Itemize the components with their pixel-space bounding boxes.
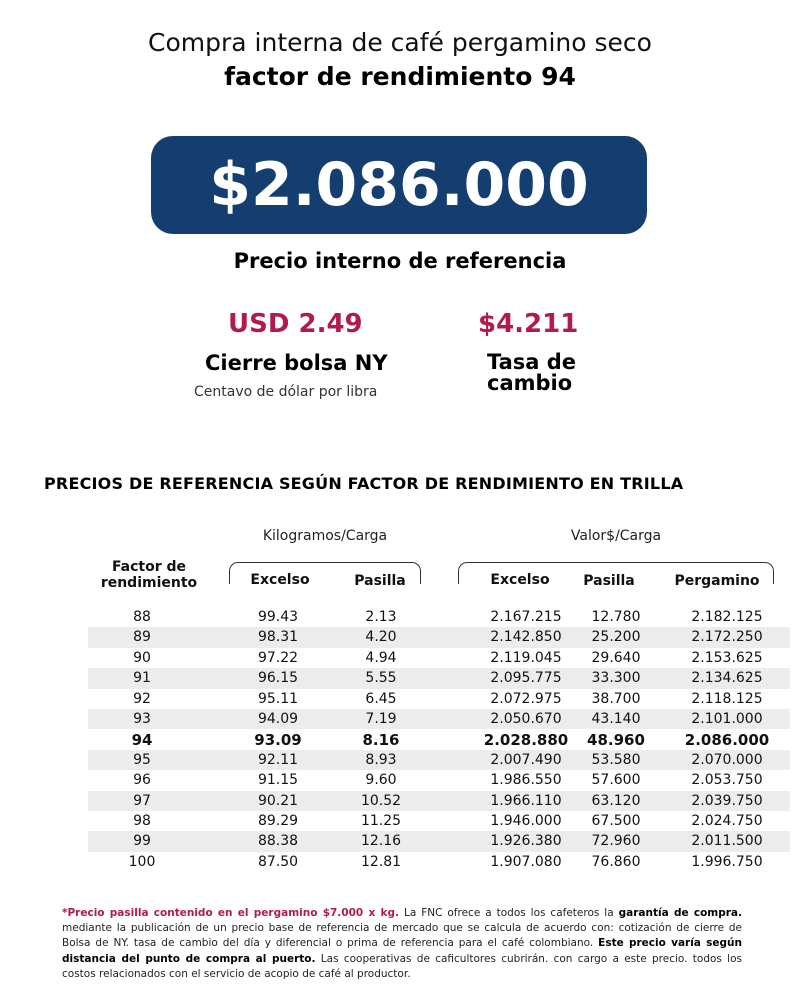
cell-excelso-kg: 93.09 [254,731,302,750]
cell-factor: 95 [133,751,151,768]
cell-excelso-val: 2.007.490 [490,751,562,768]
cell-pasilla-val: 63.120 [591,792,641,809]
cell-pasilla-val: 25.200 [591,629,641,646]
cell-pasilla-val: 53.580 [591,751,641,768]
title-line-2: factor de rendimiento 94 [224,62,576,91]
cell-excelso-kg: 97.22 [257,649,299,666]
cell-pergamino-val: 2.172.250 [691,629,763,646]
cell-factor: 89 [133,629,151,646]
cell-excelso-val: 2.050.670 [490,710,562,727]
footnote-distance-note: Este precio varía según distancia del punto de compra al puerto. [62,937,743,965]
cell-pasilla-val: 48.960 [587,731,645,750]
cell-excelso-kg: 91.15 [257,772,299,789]
cell-excelso-val: 2.095.775 [490,670,562,687]
price-table [88,607,790,872]
cell-excelso-val: 1.966.110 [490,792,562,809]
cell-factor: 100 [128,853,156,870]
cell-pasilla-kg: 12.16 [360,833,402,850]
reference-price-box: $2.086.000 [151,136,647,234]
cell-pergamino-val: 2.070.000 [691,751,763,768]
table-row [88,689,790,709]
footnote-text-3: Las cooperativas de caficultores cubrirán. con cargo a este precio. todos los costos relacionados con el servicio de acopio de café al productor. [62,952,742,980]
cell-factor: 88 [133,609,151,625]
cell-excelso-val: 2.028.880 [483,731,569,750]
table-row [88,607,790,627]
cell-factor: 91 [133,670,151,687]
ny-close-sublabel: Centavo de dólar por libra [194,384,378,400]
footnote-text-2: mediante la publicación de un precio base de referencia de mercado que se calcula de acuerdo con: cotización de cierre de Bolsa de NY. tasa de cambio del día y diferencial o prima de referencia para el café colombiano. [62,922,742,950]
cell-pergamino-val: 1.996.750 [691,853,763,870]
cell-excelso-val: 1.986.550 [490,772,562,789]
cell-pasilla-kg: 5.55 [365,670,397,687]
cell-pasilla-val: 12.780 [591,609,641,625]
title-line-1: Compra interna de café pergamino seco [148,28,652,57]
group-label-value: Valor$/Carga [570,528,662,544]
table-row [88,648,790,668]
cell-factor: 93 [133,710,151,727]
cell-pergamino-val: 2.101.000 [691,710,763,727]
cell-excelso-kg: 96.15 [257,670,299,687]
cell-excelso-kg: 92.11 [257,751,299,768]
cell-pasilla-val: 72.960 [591,833,641,850]
table-row [88,709,790,729]
cell-factor: 99 [133,833,151,850]
table-row [88,791,790,811]
cell-pasilla-kg: 4.20 [365,629,397,646]
cell-pasilla-kg: 12.81 [360,853,402,870]
col-header-pasilla-val: Pasilla [583,573,635,589]
exchange-rate-label-2: cambio [487,371,573,395]
cell-excelso-val: 1.946.000 [490,812,562,829]
cell-excelso-kg: 87.50 [257,853,299,870]
cell-factor: 94 [131,731,153,750]
cell-pasilla-val: 43.140 [591,710,641,727]
cell-pasilla-val: 38.700 [591,690,641,707]
cell-factor: 97 [133,792,151,809]
cell-pasilla-kg: 4.94 [365,649,397,666]
cell-excelso-val: 2.119.045 [490,649,562,666]
cell-pasilla-kg: 8.16 [362,731,400,750]
cell-pasilla-val: 33.300 [591,670,641,687]
cell-excelso-kg: 98.31 [257,629,299,646]
col-header-pergamino-val: Pergamino [674,573,760,589]
cell-pasilla-val: 57.600 [591,772,641,789]
cell-pasilla-kg: 2.13 [365,609,397,625]
cell-pasilla-val: 67.500 [591,812,641,829]
cell-pasilla-kg: 11.25 [360,812,402,829]
cell-pasilla-kg: 7.19 [365,710,397,727]
cell-pergamino-val: 2.118.125 [691,690,763,707]
cell-excelso-val: 2.072.975 [490,690,562,707]
cell-pergamino-val: 2.182.125 [691,609,763,625]
group-label-kg: Kilogramos/Carga [262,528,388,544]
cell-excelso-val: 2.167.215 [490,609,562,625]
cell-excelso-kg: 94.09 [257,710,299,727]
cell-factor: 98 [133,812,151,829]
cell-pergamino-val: 2.053.750 [691,772,763,789]
cell-pergamino-val: 2.024.750 [691,812,763,829]
ny-close-value: USD 2.49 [228,309,363,339]
table-row [88,831,790,851]
factor-header-line-2: rendimiento [100,575,198,591]
cell-factor: 90 [133,649,151,666]
cell-pergamino-val: 2.011.500 [691,833,763,850]
factor-header-line-1: Factor de [111,559,187,575]
table-row [88,811,790,831]
cell-pergamino-val: 2.039.750 [691,792,763,809]
cell-excelso-val: 1.926.380 [490,833,562,850]
table-row [88,770,790,790]
table-row [88,668,790,688]
cell-excelso-kg: 95.11 [257,690,299,707]
col-header-excelso-kg: Excelso [250,572,310,588]
cell-excelso-val: 1.907.080 [490,853,562,870]
table-row [88,627,790,647]
footnote-pasilla-note: *Precio pasilla contenido en el pergamino $7.000 x kg. [62,907,400,919]
cell-pergamino-val: 2.086.000 [684,731,770,750]
cell-pasilla-val: 29.640 [591,649,641,666]
cell-pasilla-val: 76.860 [591,853,641,870]
footnote [62,906,742,982]
cell-excelso-val: 2.142.850 [490,629,562,646]
footnote-guarantee: garantía de compra. [618,907,742,919]
cell-pasilla-kg: 10.52 [360,792,402,809]
cell-pergamino-val: 2.153.625 [691,649,763,666]
footnote-text-1: La FNC ofrece a todos los cafeteros la [399,907,619,919]
table-row [88,750,790,770]
cell-excelso-kg: 99.43 [257,609,299,625]
col-header-pasilla-kg: Pasilla [354,573,406,589]
cell-excelso-kg: 90.21 [257,792,299,809]
exchange-rate-label-1: Tasa de [487,350,577,374]
cell-factor: 92 [133,690,151,707]
factor-header [96,559,202,591]
ny-close-label: Cierre bolsa NY [205,351,388,375]
cell-pergamino-val: 2.134.625 [691,670,763,687]
cell-excelso-kg: 89.29 [257,812,299,829]
cell-pasilla-kg: 8.93 [365,751,397,768]
cell-pasilla-kg: 9.60 [365,772,397,789]
exchange-rate-value: $4.211 [478,309,579,339]
reference-price-label: Precio interno de referencia [233,249,567,273]
col-header-excelso-val: Excelso [490,572,550,588]
table-row [88,852,790,872]
table-row [88,729,790,749]
cell-excelso-kg: 88.38 [257,833,299,850]
cell-factor: 96 [133,772,151,789]
cell-pasilla-kg: 6.45 [365,690,397,707]
section-title: PRECIOS DE REFERENCIA SEGÚN FACTOR DE RENDIMIENTO EN TRILLA [44,474,684,493]
